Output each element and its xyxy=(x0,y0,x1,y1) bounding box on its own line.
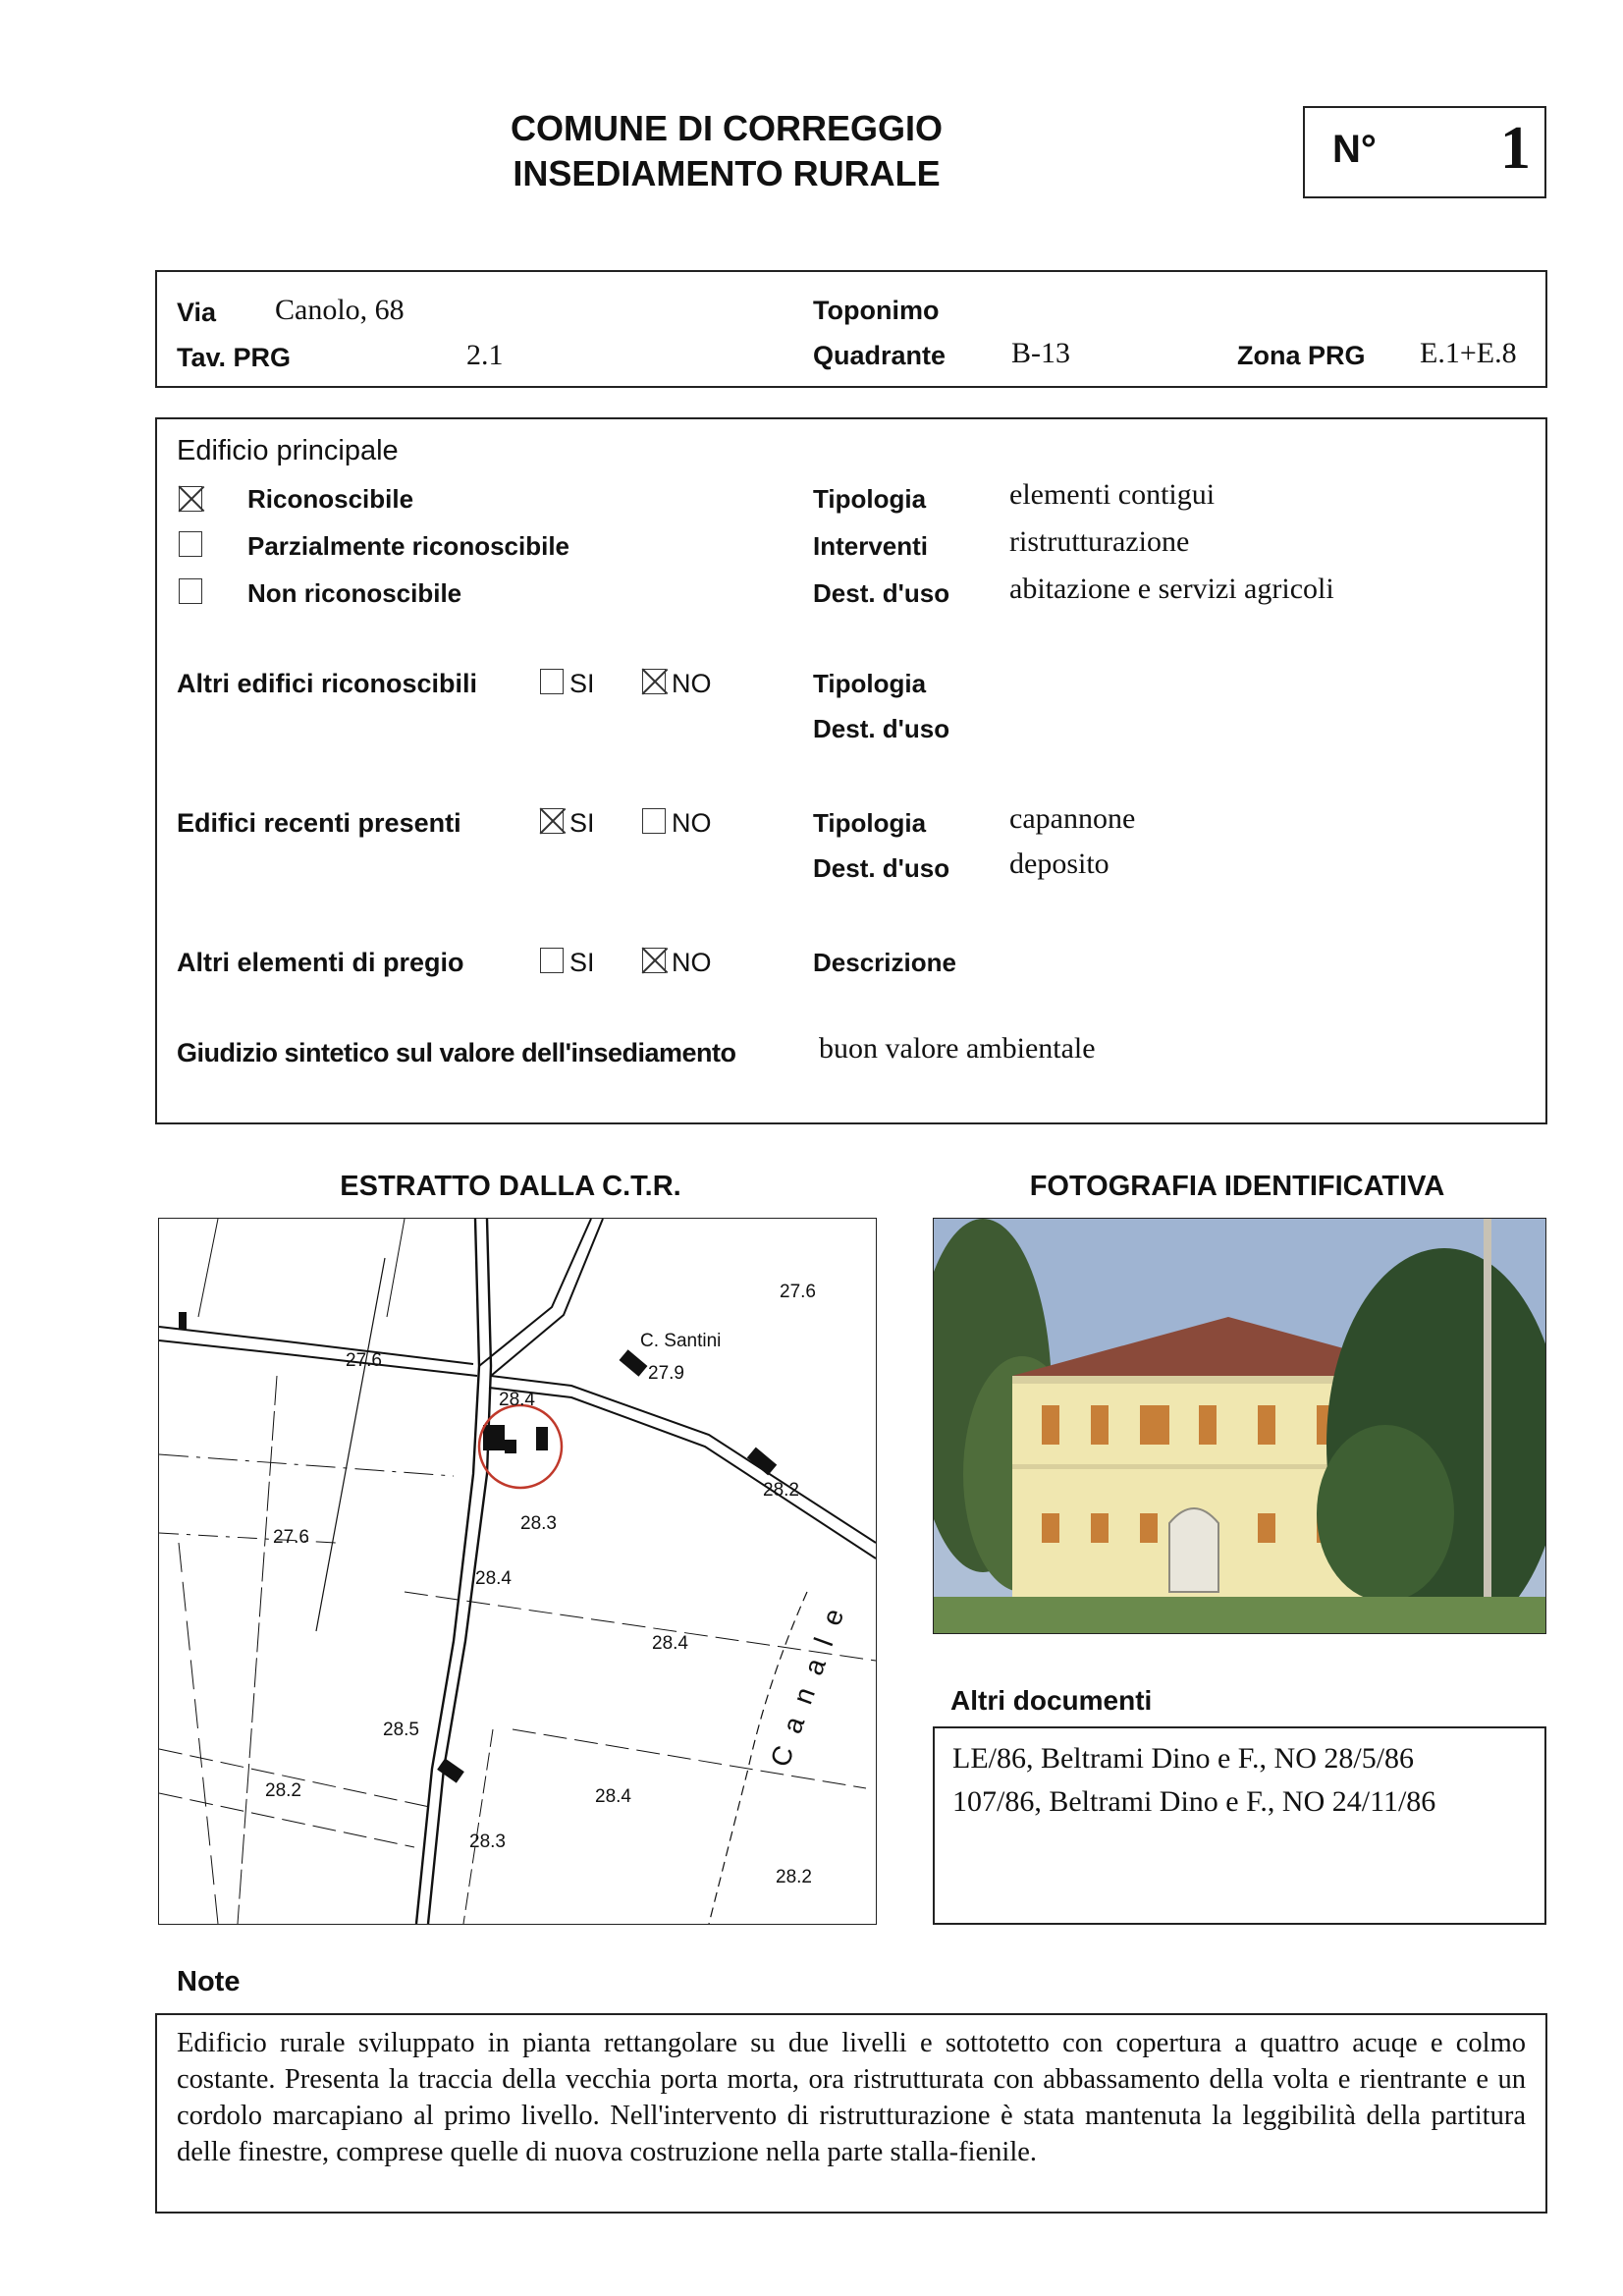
map-elev: 27.6 xyxy=(346,1350,382,1371)
edifici-recenti-tipologia-value: capannone xyxy=(1009,802,1136,835)
location-box xyxy=(155,270,1547,388)
ctr-map xyxy=(158,1218,877,1925)
descrizione-label: Descrizione xyxy=(813,948,956,977)
altri-elementi-no-checkbox[interactable] xyxy=(642,948,666,973)
quadrante-label: Quadrante xyxy=(813,341,947,370)
document-line: LE/86, Beltrami Dino e F., NO 28/5/86 xyxy=(952,1742,1415,1775)
edificio-title: Edificio principale xyxy=(177,435,399,466)
quadrante-value: B-13 xyxy=(1011,337,1070,369)
checkbox-non-riconoscibile[interactable] xyxy=(179,578,202,604)
document-line: 107/86, Beltrami Dino e F., NO 24/11/86 xyxy=(952,1785,1436,1818)
map-elev: 28.3 xyxy=(469,1831,506,1852)
altri-edifici-si-label: SI xyxy=(569,669,595,698)
checkbox-riconoscibile[interactable] xyxy=(179,486,202,512)
altri-edifici-dest-label: Dest. d'uso xyxy=(813,714,950,743)
altri-documenti-box xyxy=(933,1726,1546,1925)
photo-drawing xyxy=(934,1219,1545,1633)
map-elev: 28.4 xyxy=(652,1633,688,1654)
title-line-1: COMUNE DI CORREGGIO xyxy=(510,108,943,148)
dest-value: abitazione e servizi agricoli xyxy=(1009,573,1334,605)
tipologia-label: Tipologia xyxy=(813,484,927,514)
dest-label: Dest. d'uso xyxy=(813,578,950,608)
attributes-box xyxy=(155,417,1547,1124)
title-line-2: INSEDIAMENTO RURALE xyxy=(513,153,941,193)
map-elev: 28.2 xyxy=(265,1780,301,1801)
document-title xyxy=(432,106,1021,196)
altri-elementi-si-checkbox[interactable] xyxy=(540,948,564,973)
number-label: N° xyxy=(1332,128,1377,171)
altri-edifici-si-checkbox[interactable] xyxy=(540,669,564,694)
number-value: 1 xyxy=(1500,115,1531,182)
zona-value: E.1+E.8 xyxy=(1420,337,1517,369)
edifici-recenti-no-checkbox[interactable] xyxy=(642,808,666,834)
option-non-riconoscibile: Non riconoscibile xyxy=(247,578,462,608)
altri-edifici-no-label: NO xyxy=(672,669,712,698)
edifici-recenti-dest-value: deposito xyxy=(1009,847,1109,880)
checkbox-parzialmente[interactable] xyxy=(179,531,202,557)
option-riconoscibile: Riconoscibile xyxy=(247,484,414,514)
altri-edifici-no-checkbox[interactable] xyxy=(642,669,666,694)
interventi-value: ristrutturazione xyxy=(1009,525,1190,558)
map-elev: 28.2 xyxy=(776,1867,812,1887)
note-title: Note xyxy=(177,1966,241,1997)
tav-label: Tav. PRG xyxy=(177,343,292,372)
edifici-recenti-si-label: SI xyxy=(569,808,595,838)
note-box xyxy=(155,2013,1547,2214)
record-number-box xyxy=(1303,106,1546,198)
option-parzialmente: Parzialmente riconoscibile xyxy=(247,531,570,561)
giudizio-label: Giudizio sintetico sul valore dell'insediamento xyxy=(177,1038,736,1067)
zona-label: Zona PRG xyxy=(1237,341,1366,370)
map-elev: 28.3 xyxy=(520,1513,557,1534)
map-elev: 28.2 xyxy=(763,1480,799,1501)
altri-elementi-label: Altri elementi di pregio xyxy=(177,948,464,977)
map-drawing xyxy=(159,1219,876,1924)
edifici-recenti-label: Edifici recenti presenti xyxy=(177,808,461,838)
altri-documenti-title: Altri documenti xyxy=(950,1685,1153,1716)
map-elev: 28.4 xyxy=(595,1786,631,1807)
edifici-recenti-si-checkbox[interactable] xyxy=(540,808,564,834)
via-value: Canolo, 68 xyxy=(275,294,405,326)
interventi-label: Interventi xyxy=(813,531,929,561)
map-elev: 27.9 xyxy=(648,1363,684,1384)
photo-title: FOTOGRAFIA IDENTIFICATIVA xyxy=(1029,1171,1445,1202)
giudizio-value: buon valore ambientale xyxy=(819,1032,1096,1065)
map-elev: 28.4 xyxy=(475,1568,512,1589)
identification-photo xyxy=(933,1218,1546,1634)
map-title: ESTRATTO DALLA C.T.R. xyxy=(340,1171,681,1202)
altri-elementi-si-label: SI xyxy=(569,948,595,977)
edifici-recenti-dest-label: Dest. d'uso xyxy=(813,853,950,883)
map-elev: 28.5 xyxy=(383,1720,419,1740)
edifici-recenti-tipologia-label: Tipologia xyxy=(813,808,927,838)
map-elev: 27.6 xyxy=(780,1282,816,1302)
tav-value: 2.1 xyxy=(466,339,504,371)
altri-elementi-no-label: NO xyxy=(672,948,712,977)
altri-edifici-tipologia-label: Tipologia xyxy=(813,669,927,698)
map-canal-label: Canale xyxy=(764,1589,855,1772)
tipologia-value: elementi contigui xyxy=(1009,478,1216,511)
map-place-label: C. Santini xyxy=(640,1331,722,1351)
edifici-recenti-no-label: NO xyxy=(672,808,712,838)
toponimo-label: Toponimo xyxy=(813,296,940,325)
note-text: Edificio rurale sviluppato in pianta rettangolare su due livelli e sottotetto con copertura a quattro acuqe e colmo costante. Presenta la traccia della vecchia porta morta, ora ristrutturata con abbassamento della volta e rientrante e un cordolo marcapiano al primo livello. Nell'intervento di ristrutturazione è stata mantenuta la leggibilità della partitura delle finestre, comprese quelle di nuova costruzione nella parte stalla-fienile. xyxy=(177,2028,1526,2167)
altri-edifici-label: Altri edifici riconoscibili xyxy=(177,669,478,698)
via-label: Via xyxy=(177,298,217,327)
map-elev: 28.4 xyxy=(499,1390,535,1410)
map-elev: 27.6 xyxy=(273,1527,309,1548)
